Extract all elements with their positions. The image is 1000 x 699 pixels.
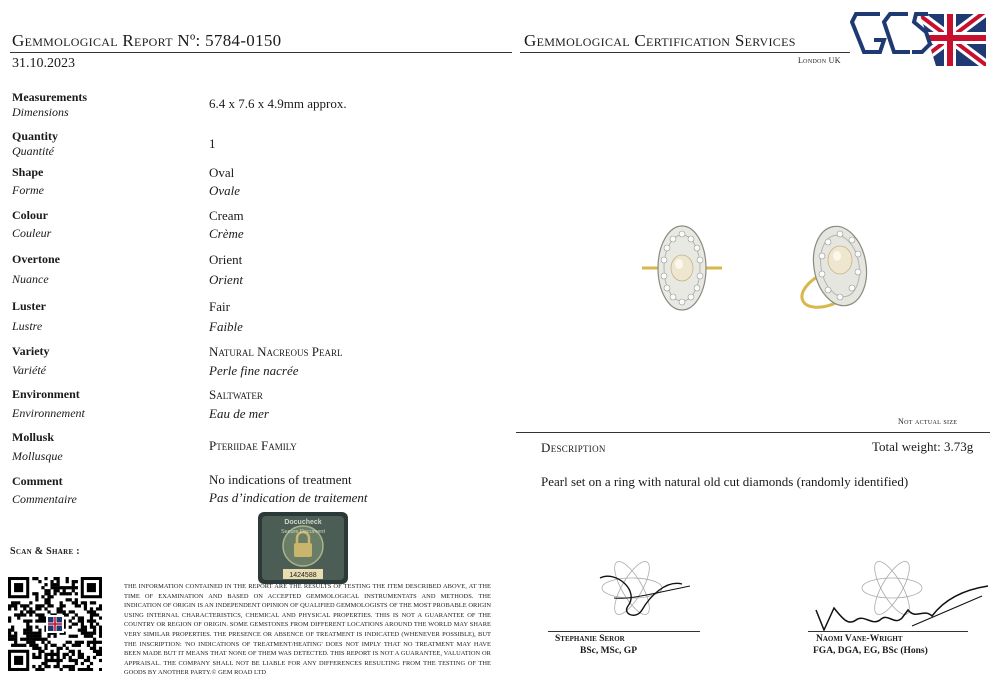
- field-value-measurements: 6.4 x 7.6 x 4.9mm approx.: [209, 96, 347, 111]
- field-value-shape: Oval: [209, 165, 235, 180]
- header-divider-left: [10, 52, 512, 53]
- field-label-overtone: Overtone: [12, 252, 60, 266]
- field-value-colour: Cream: [209, 208, 244, 223]
- field-label-variety: Variety: [12, 344, 50, 358]
- signatory-1-credentials: BSc, MSc, GP: [580, 646, 637, 656]
- header-divider-right: [520, 52, 850, 53]
- not-actual-size-note: Not actual size: [898, 417, 958, 426]
- company-name: Gemmological Certification Services: [524, 31, 796, 50]
- field-label-fr-shape: Forme: [12, 183, 44, 197]
- field-label-fr-variety: Variété: [12, 363, 46, 377]
- field-value-fr-comment: Pas d’indication de traitement: [209, 490, 368, 505]
- hologram-serial: 1424588: [289, 572, 317, 579]
- description-title: Description: [541, 440, 606, 455]
- field-label-comment: Comment: [12, 474, 63, 488]
- field-label-quantity: Quantity: [12, 129, 59, 143]
- field-label-measurements: Measurements: [12, 90, 88, 104]
- signature-stamp-2-icon: [812, 560, 992, 640]
- field-value-quantity: 1: [209, 136, 216, 151]
- field-label-shape: Shape: [12, 165, 44, 179]
- total-weight: Total weight: 3.73g: [872, 439, 974, 454]
- field-label-fr-mollusk: Mollusque: [12, 449, 63, 463]
- description-divider: [516, 432, 990, 433]
- field-value-environment: Saltwater: [209, 387, 263, 402]
- qr-code-icon[interactable]: [8, 577, 102, 671]
- report-title: Gemmological Report Nº: 5784-0150: [12, 31, 282, 50]
- company-location: London UK: [798, 56, 841, 65]
- field-value-variety: Natural Nacreous Pearl: [209, 344, 343, 359]
- scan-share-label: Scan & Share :: [10, 546, 80, 557]
- signature-line-2: [808, 631, 968, 632]
- field-label-fr-colour: Couleur: [12, 226, 52, 240]
- field-label-fr-luster: Lustre: [12, 319, 43, 333]
- gcs-logo-icon: [850, 8, 990, 68]
- signatory-1-name: Stephanie Seror: [555, 634, 625, 644]
- hologram-mid-text: Secure Document: [280, 529, 326, 535]
- hologram-top-text: Docucheck: [284, 519, 322, 526]
- field-value-overtone: Orient: [209, 252, 243, 267]
- disclaimer-text: THE INFORMATION CONTAINED IN THE REPORT ARE THE RESULTS OF TESTING THE ITEM DESCRIBED ABOVE, AT THE TIME OF EXAMINATION AND BASED ON ACCEPTED GEMMOLOGICAL INSTRUMENTATS AND METHODS. THE INDICATION OF ORIGIN IS AN INDEPENDENT OPINION OF QUALIFIED GEMMOLOGISTS OF THE MOST PROBABLE ORIGIN USING INTERNAL CHARACTERISTICS, CHEMICAL AND PHYSICAL PROPERTIES. THIS IS NOT A GUARANTEE OF THE COUNTRY OR REGION OF ORIGIN. SOME GEMSTONES FROM DIFFERENT LOCATIONS AROUND THE WORLD MAY SHARE VERY SIMILAR PROPERTIES. THE PRESENCE OR ABSENCE OF TREATMENT IS INDICATED (WHENEVER POSSIBLE), BUT THE INSCRIPTION: 'NO INDICATIONS OF TREATMENT/HEATING' DOES NOT IMPLY THAT NO TREATMENT MAY HAVE BEEN MADE BUT IT MEANS THAT NONE OF THEM WAS DETECTED. THIS REPORT IS NOT A GUARANTEE, VALUATION OR APPRAISAL. THE COMPANY SHALL NOT BE LIABLE FOR ANY DIFFERENCES RESULTING FROM THE TESTING OF THE GOODS BY ANOTHER PARTY.© GEM ROAD LTD: [124, 583, 491, 677]
- field-value-fr-overtone: Orient: [209, 272, 243, 287]
- field-value-fr-shape: Ovale: [209, 183, 241, 198]
- field-label-fr-environment: Environnement: [12, 406, 85, 420]
- description-text: Pearl set on a ring with natural old cut diamonds (randomly identified): [541, 474, 909, 489]
- ring-photo-icon: [640, 220, 890, 325]
- field-label-fr-overtone: Nuance: [12, 272, 49, 286]
- signature-stamp-1-icon: [570, 560, 710, 630]
- signatory-2-credentials: FGA, DGA, EG, BSc (Hons): [813, 646, 928, 656]
- report-date: 31.10.2023: [12, 56, 75, 71]
- field-label-luster: Luster: [12, 299, 46, 313]
- field-label-fr-comment: Commentaire: [12, 492, 77, 506]
- field-value-fr-colour: Crème: [209, 226, 244, 241]
- field-label-fr-measurements: Dimensions: [12, 105, 69, 119]
- field-label-fr-quantity: Quantité: [12, 144, 54, 158]
- signatory-2-name: Naomi Vane-Wright: [816, 634, 903, 644]
- field-value-mollusk: Pteriidae Family: [209, 438, 297, 453]
- field-label-colour: Colour: [12, 208, 48, 222]
- field-value-fr-luster: Faible: [209, 319, 243, 334]
- signature-line-1: [548, 631, 700, 632]
- field-value-fr-environment: Eau de mer: [209, 406, 269, 421]
- security-hologram-icon: [258, 512, 348, 584]
- field-value-comment: No indications of treatment: [209, 472, 352, 487]
- field-value-fr-variety: Perle fine nacrée: [209, 363, 299, 378]
- field-value-luster: Fair: [209, 299, 230, 314]
- field-label-environment: Environment: [12, 387, 80, 401]
- field-label-mollusk: Mollusk: [12, 430, 55, 444]
